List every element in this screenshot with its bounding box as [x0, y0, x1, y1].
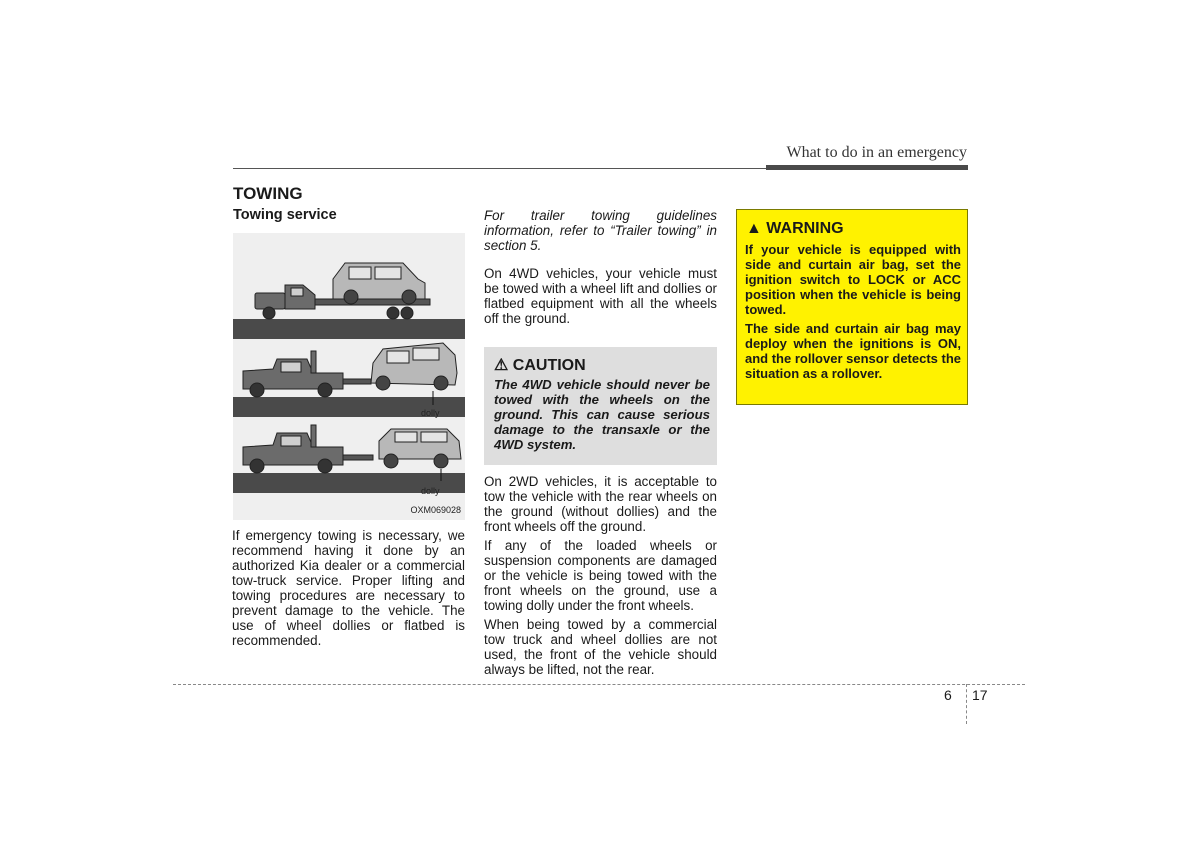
damaged-wheels-paragraph: If any of the loaded wheels or suspension components are damaged or the vehicle is being towed with the front wheels on the ground, use a towing dolly under the front wheels. — [484, 538, 717, 613]
footer-page-divider — [966, 684, 967, 724]
wheel-lift-truck — [243, 351, 371, 397]
section-title: TOWING — [233, 184, 303, 203]
road-1 — [233, 319, 465, 339]
warning-paragraph-2: The side and curtain air bag may deploy when the ignitions is ON, and the rollover sensor detects the situation as a rollover. — [745, 321, 962, 381]
tow-truck-rear — [243, 425, 373, 473]
suv-on-flatbed — [333, 263, 425, 304]
caution-title: CAUTION — [512, 357, 586, 374]
warning-text — [745, 242, 961, 385]
warning-triangle-icon: ▲ — [746, 220, 762, 237]
caution-box — [484, 347, 717, 465]
dolly-label: dolly — [421, 486, 440, 496]
warning-heading — [746, 220, 844, 238]
page-number: 17 — [972, 687, 988, 703]
2wd-towing-paragraph: On 2WD vehicles, it is acceptable to tow the vehicle with the rear wheels on the ground (without dollies) and the front wheels off the ground. — [484, 474, 717, 534]
figure-code: OXM069028 — [410, 505, 461, 515]
suv-on-dolly — [371, 343, 457, 405]
towing-illustration — [233, 233, 465, 520]
4wd-towing-paragraph: On 4WD vehicles, your vehicle must be towed with a wheel lift and dollies or flatbed equipment with all the wheels off the ground. — [484, 266, 717, 326]
header-accent-bar — [766, 165, 968, 170]
towing-intro-paragraph: If emergency towing is necessary, we recommend having it done by an authorized Kia dealer or a commercial tow-truck service. Proper lifting and towing procedures are necessary to prevent damage to the vehicle. The use of wheel dollies or flatbed is recommended. — [232, 528, 465, 648]
footer-divider — [173, 684, 1025, 685]
col2-top — [484, 208, 717, 330]
dolly-label: dolly — [421, 408, 440, 418]
col2-bottom — [484, 474, 717, 681]
commercial-tow-paragraph: When being towed by a commercial tow truck and wheel dollies are not used, the front of the vehicle should always be lifted, not the rear. — [484, 617, 717, 677]
warning-paragraph-1: If your vehicle is equipped with side and curtain air bag, set the ignition switch to LOCK or ACC position when the vehicle is being towed. — [745, 242, 961, 317]
caution-heading — [494, 355, 586, 375]
caution-text: The 4WD vehicle should never be towed with the wheels on the ground. This can cause serious damage to the transaxle or the 4WD system. — [494, 377, 710, 452]
warning-box — [736, 209, 968, 405]
trailer-towing-note: For trailer towing guidelines information, refer to “Trailer towing” in section 5. — [484, 208, 717, 253]
chapter-header-title: What to do in an emergency — [786, 144, 967, 161]
caution-triangle-icon: ⚠ — [494, 357, 509, 374]
warning-title: WARNING — [766, 220, 844, 237]
subsection-title: Towing service — [233, 207, 337, 223]
tow-trucks-drawing — [233, 233, 465, 520]
page-chapter-number: 6 — [944, 687, 952, 703]
